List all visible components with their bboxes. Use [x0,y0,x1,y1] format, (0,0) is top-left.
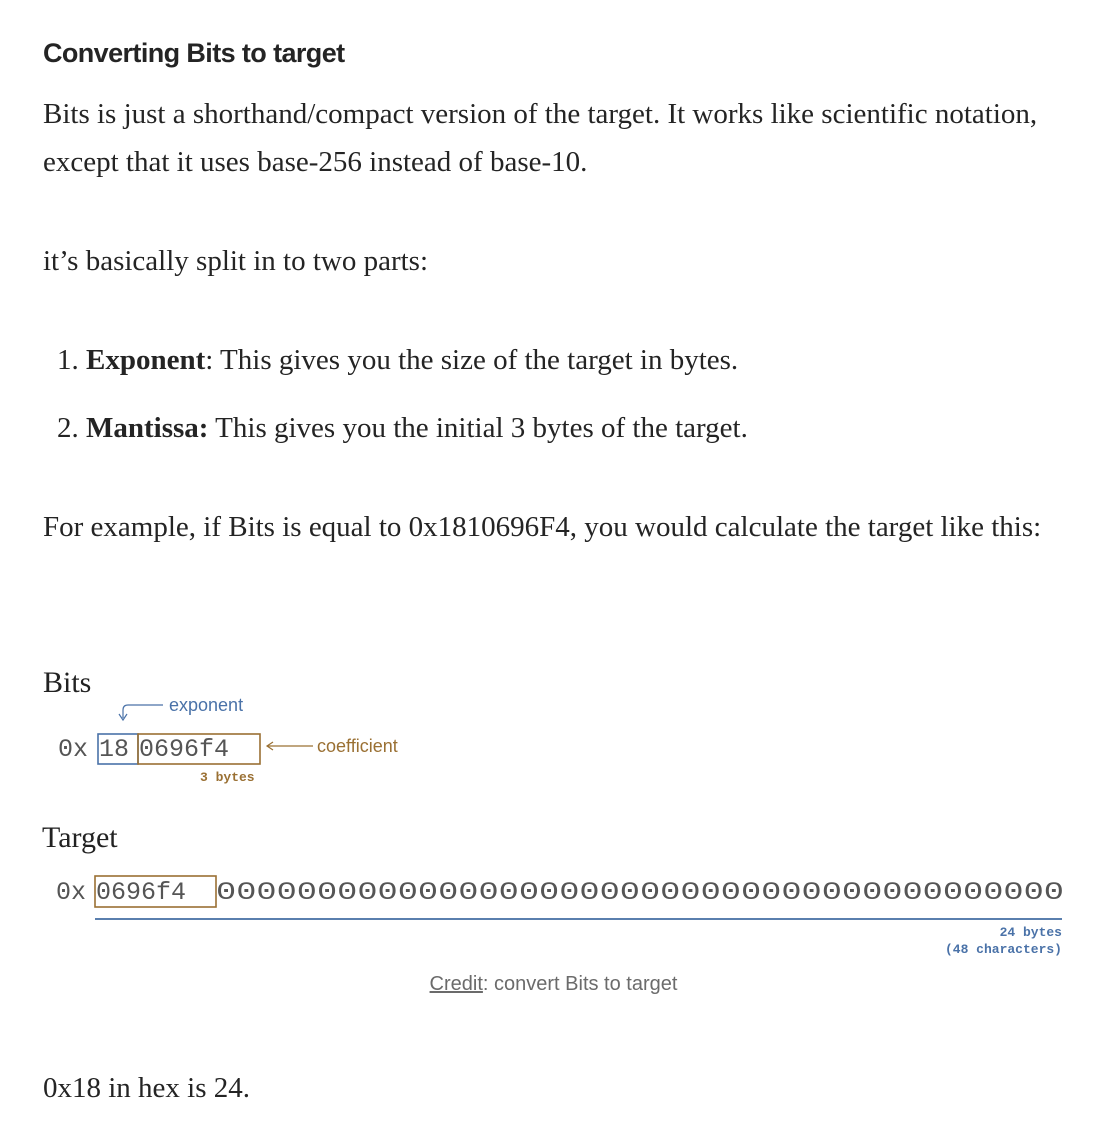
list-number: 2. [57,412,79,444]
bits-to-target-figure [0,650,1107,960]
list-item-exponent [57,340,738,380]
intro-paragraph: Bits is just a shorthand/compact version of the target. It works like scientific notation, except that it uses base-256 instead of base-10. [43,98,1038,178]
caption-text: : convert Bits to target [482,973,678,995]
list-text: : This gives you the size of the target in bytes. [205,344,739,376]
article-heading: Converting Bits to target [43,38,345,68]
figure-caption [0,973,1107,996]
exponent-value: 18 [99,735,130,764]
example-paragraph: For example, if Bits is equal to 0x1810696F4, you would calculate the target like this: [43,511,1042,543]
coefficient-label: coefficient [317,736,398,756]
list-item-mantissa [57,408,748,448]
credit-link[interactable]: Credit [429,973,483,995]
coefficient-value: 0696f4 [139,735,230,764]
three-bytes-label: 3 bytes [200,770,255,785]
target-prefix: 0x [56,878,87,907]
target-zeros: 000000000000000000000000000000000000000000 [216,878,1064,907]
target-coefficient: 0696f4 [96,878,187,907]
hex-paragraph: 0x18 in hex is 24. [43,1072,251,1104]
target-title: Target [42,821,118,854]
list-term: Exponent [86,344,206,376]
parts-paragraph: it’s basically split in to two parts: [43,245,429,277]
list-text: This gives you the initial 3 bytes of the target. [208,412,748,444]
bits-to-target-diagram [0,650,1107,960]
exponent-arrow [123,705,163,718]
bits-title: Bits [43,666,92,699]
list-number: 1. [57,344,79,376]
exponent-label: exponent [169,695,244,715]
bits-prefix: 0x [58,735,89,764]
bytes-24-label: 24 bytes [999,925,1062,940]
list-term: Mantissa: [86,412,209,444]
chars-48-label: (48 characters) [944,942,1062,957]
